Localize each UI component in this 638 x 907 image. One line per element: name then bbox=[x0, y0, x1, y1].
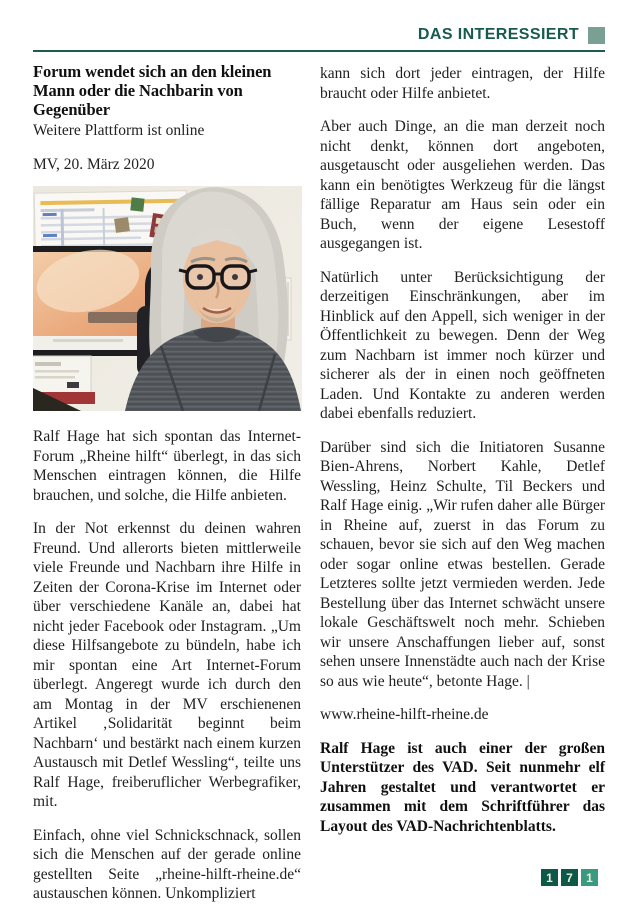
article-subtitle: Weitere Plattform ist online bbox=[33, 122, 205, 139]
section-kicker: DAS INTERESSIERT bbox=[417, 26, 579, 43]
article-paragraph: Einfach, ohne viel Schnickschnack, sollen sich die Menschen auf der gerade online gestellten Seite „rheine-hilft-rheine.de“ austauschen können. Unkompliziert bbox=[33, 826, 301, 902]
photo-pinned-card-green bbox=[130, 197, 144, 211]
section-header bbox=[418, 26, 605, 44]
page-digit-square: 1 bbox=[541, 869, 558, 886]
page-digit-square: 7 bbox=[561, 869, 578, 886]
header-rule bbox=[33, 50, 605, 52]
article-paragraph: Darüber sind sich die Initiatoren Susanne Bien-Ahrens, Norbert Kahle, Detlef Wessling, Heinz Schulte, Til Beckers und Ralf Hage einig. „Wir rufen daher alle Bürger in Rheine auf, zuerst in das Forum zu schauen, bevor sie sich auf den Weg machen oder sogar online etwas bestellen. Gerade Letzteres sollte jetzt vermieden werden. Jede Bestellung über das Internet schwächt unsere lokale Geschäftswelt noch mehr. Schieben wir unsere Anschaffungen lieber auf, sonst sehen unsere Innenstädte auch nach der Krise so aus wie heute“, betonte Hage. | bbox=[320, 438, 605, 690]
page-digit-square: 1 bbox=[581, 869, 598, 886]
kicker-square-icon bbox=[588, 27, 605, 44]
article-photo bbox=[33, 186, 302, 411]
article-headline: Forum wendet sich an den kleinen Mann oder die Nachbarin von Gegenüber bbox=[33, 62, 272, 119]
left-column bbox=[33, 62, 301, 907]
article-dateline: MV, 20. März 2020 bbox=[33, 156, 155, 173]
article-url bbox=[320, 705, 605, 725]
right-column bbox=[320, 62, 605, 907]
photo-pinned-card-tan bbox=[114, 217, 130, 233]
article-paragraph: kann sich dort jeder eintragen, der Hilfe braucht oder Hilfe anbietet. bbox=[320, 65, 605, 102]
article-paragraph: Aber auch Dinge, an die man derzeit noch nicht denkt, können dort angeboten, ausgetauscht oder ausgeliehen werden. Das kann ein benötigtes Werkzeug für die längst fällige Reparatur am Haus sein oder ein Buch, wenn der eigene Lesestoff ausgegangen ist. bbox=[320, 118, 605, 252]
article-paragraph: In der Not erkennst du deinen wahren Freund. Und allerorts bieten mittlerweile viele Freunde und Nachbarn ihre Hilfe in Zeiten der Corona-Krise im Internet oder über verschiedene Kanäle an, dabei hat nicht jeder Facebook oder Instagram. „Um diese Hilfsangebote zu bündeln, habe ich mir spontan eine Art Internet-Forum überlegt. Angeregt wurde ich durch den am Montag in der MV erschienenen Artikel ‚Solidarität beginnt beim Nachbarn‘ und bestärkt nach einem kurzen Austausch mit Detlef Wessling“, teilte uns Ralf Hage, freiberuflicher Werbegrafiker, mit. bbox=[33, 520, 301, 810]
article-paragraph: Ralf Hage hat sich spontan das Internet-Forum „Rheine hilft“ überlegt, in das sich Menschen eintragen können, die Hilfe brauchen, und solche, die Hilfe anbieten. bbox=[33, 428, 301, 504]
article-paragraph: Natürlich unter Berücksichtigung der derzeitigen Einschränkungen, aber im Hinblick auf den Appell, sich weniger in der Öffentlichkeit zu bewegen. Denn der Weg zum Nachbarn ist immer noch kürzer und sicherer als der in einen noch geöffneten Laden. Und Kontakte zu anderen werden dabei ebenfalls reduziert. bbox=[320, 268, 605, 422]
article-bold-note: Ralf Hage ist auch einer der großen Unterstützer des VAD. Seit nunmehr elf Jahren gestaltet und verantwortet er zusammen mit dem Schriftführer das Layout des VAD-Nachrichtenblatts. bbox=[320, 739, 605, 835]
article-content bbox=[33, 62, 605, 907]
article-url-link[interactable]: www.rheine-hilft-rheine.de bbox=[320, 706, 489, 723]
page-number bbox=[541, 869, 598, 886]
photo-illustration bbox=[33, 186, 302, 411]
